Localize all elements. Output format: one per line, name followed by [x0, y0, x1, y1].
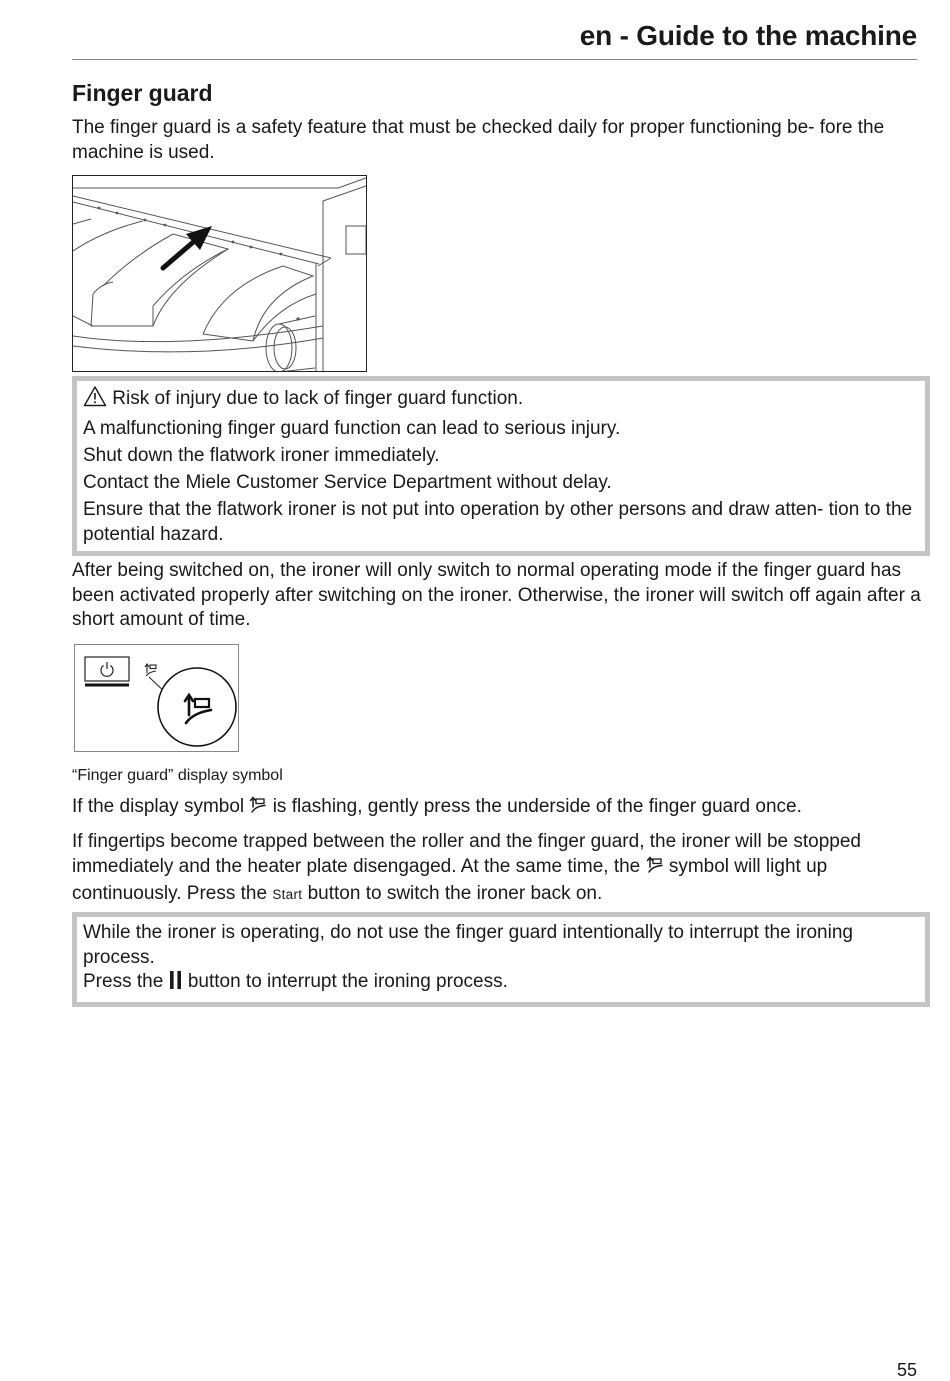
switch-on-paragraph: After being switched on, the ironer will only switch to normal operating mode if the finger guard has been activated properly after switching on the ironer. Otherwise, the ironer will switch off again after a short amount of time.	[72, 560, 921, 630]
finger-guard-icon	[646, 855, 664, 883]
warning-box	[72, 376, 930, 556]
warning-line-2: Shut down the flatwork ironer immediately.	[83, 445, 440, 466]
note-line-2	[83, 970, 919, 998]
warning-triangle-icon	[83, 385, 107, 415]
flashing-text-before: If the display symbol	[72, 796, 245, 817]
warning-line-4: Ensure that the flatwork ironer is not put into operation by other persons and draw atten- tion to the potential hazard.	[83, 499, 913, 545]
display-symbol-illustration	[74, 644, 239, 752]
figure-caption: “Finger guard” display symbol	[72, 767, 283, 784]
section-heading: Finger guard	[72, 80, 213, 106]
display-symbol-drawing	[75, 645, 238, 751]
intro-paragraph: The finger guard is a safety feature that must be checked daily for proper functioning be- fore the machine is used.	[72, 117, 885, 163]
arrow-shaft	[163, 238, 198, 268]
warning-line-1: A malfunctioning finger guard function can lead to serious injury.	[83, 418, 621, 439]
note-line-1: While the ironer is operating, do not use the finger guard intentionally to interrupt the ironing process.	[83, 922, 853, 968]
trapped-text-middle: symbol will light up continuously. Press the	[72, 855, 828, 904]
note-press-before: Press the	[83, 971, 164, 992]
trapped-paragraph	[72, 830, 922, 908]
ironer-drawing	[73, 176, 366, 371]
flashing-text-after: is flashing, gently press the underside of the finger guard once.	[272, 796, 802, 817]
warning-title: Risk of injury due to lack of finger guard function.	[112, 388, 524, 409]
header-title: en - Guide to the machine	[579, 20, 917, 51]
warning-title-line	[83, 385, 919, 415]
header-divider	[72, 59, 917, 60]
trapped-text-before: If fingertips become trapped between the roller and the finger guard, the ironer will be stopped immediately and the heater plate disengaged. At the same time, the	[72, 831, 861, 877]
start-button-label: Start	[272, 887, 303, 902]
flashing-paragraph	[72, 795, 922, 823]
warning-line-3: Contact the Miele Customer Service Department without delay.	[83, 472, 612, 493]
finger-guard-icon	[249, 795, 267, 823]
trapped-text-after: button to switch the ironer back on.	[307, 883, 603, 904]
note-box	[72, 912, 930, 1007]
page-number: 55	[896, 1360, 917, 1380]
power-icon	[101, 662, 113, 676]
note-press-after: button to interrupt the ironing process.	[187, 971, 508, 992]
ironer-illustration	[72, 175, 367, 372]
finger-guard-small-icon	[145, 664, 156, 676]
pause-icon	[169, 970, 183, 998]
